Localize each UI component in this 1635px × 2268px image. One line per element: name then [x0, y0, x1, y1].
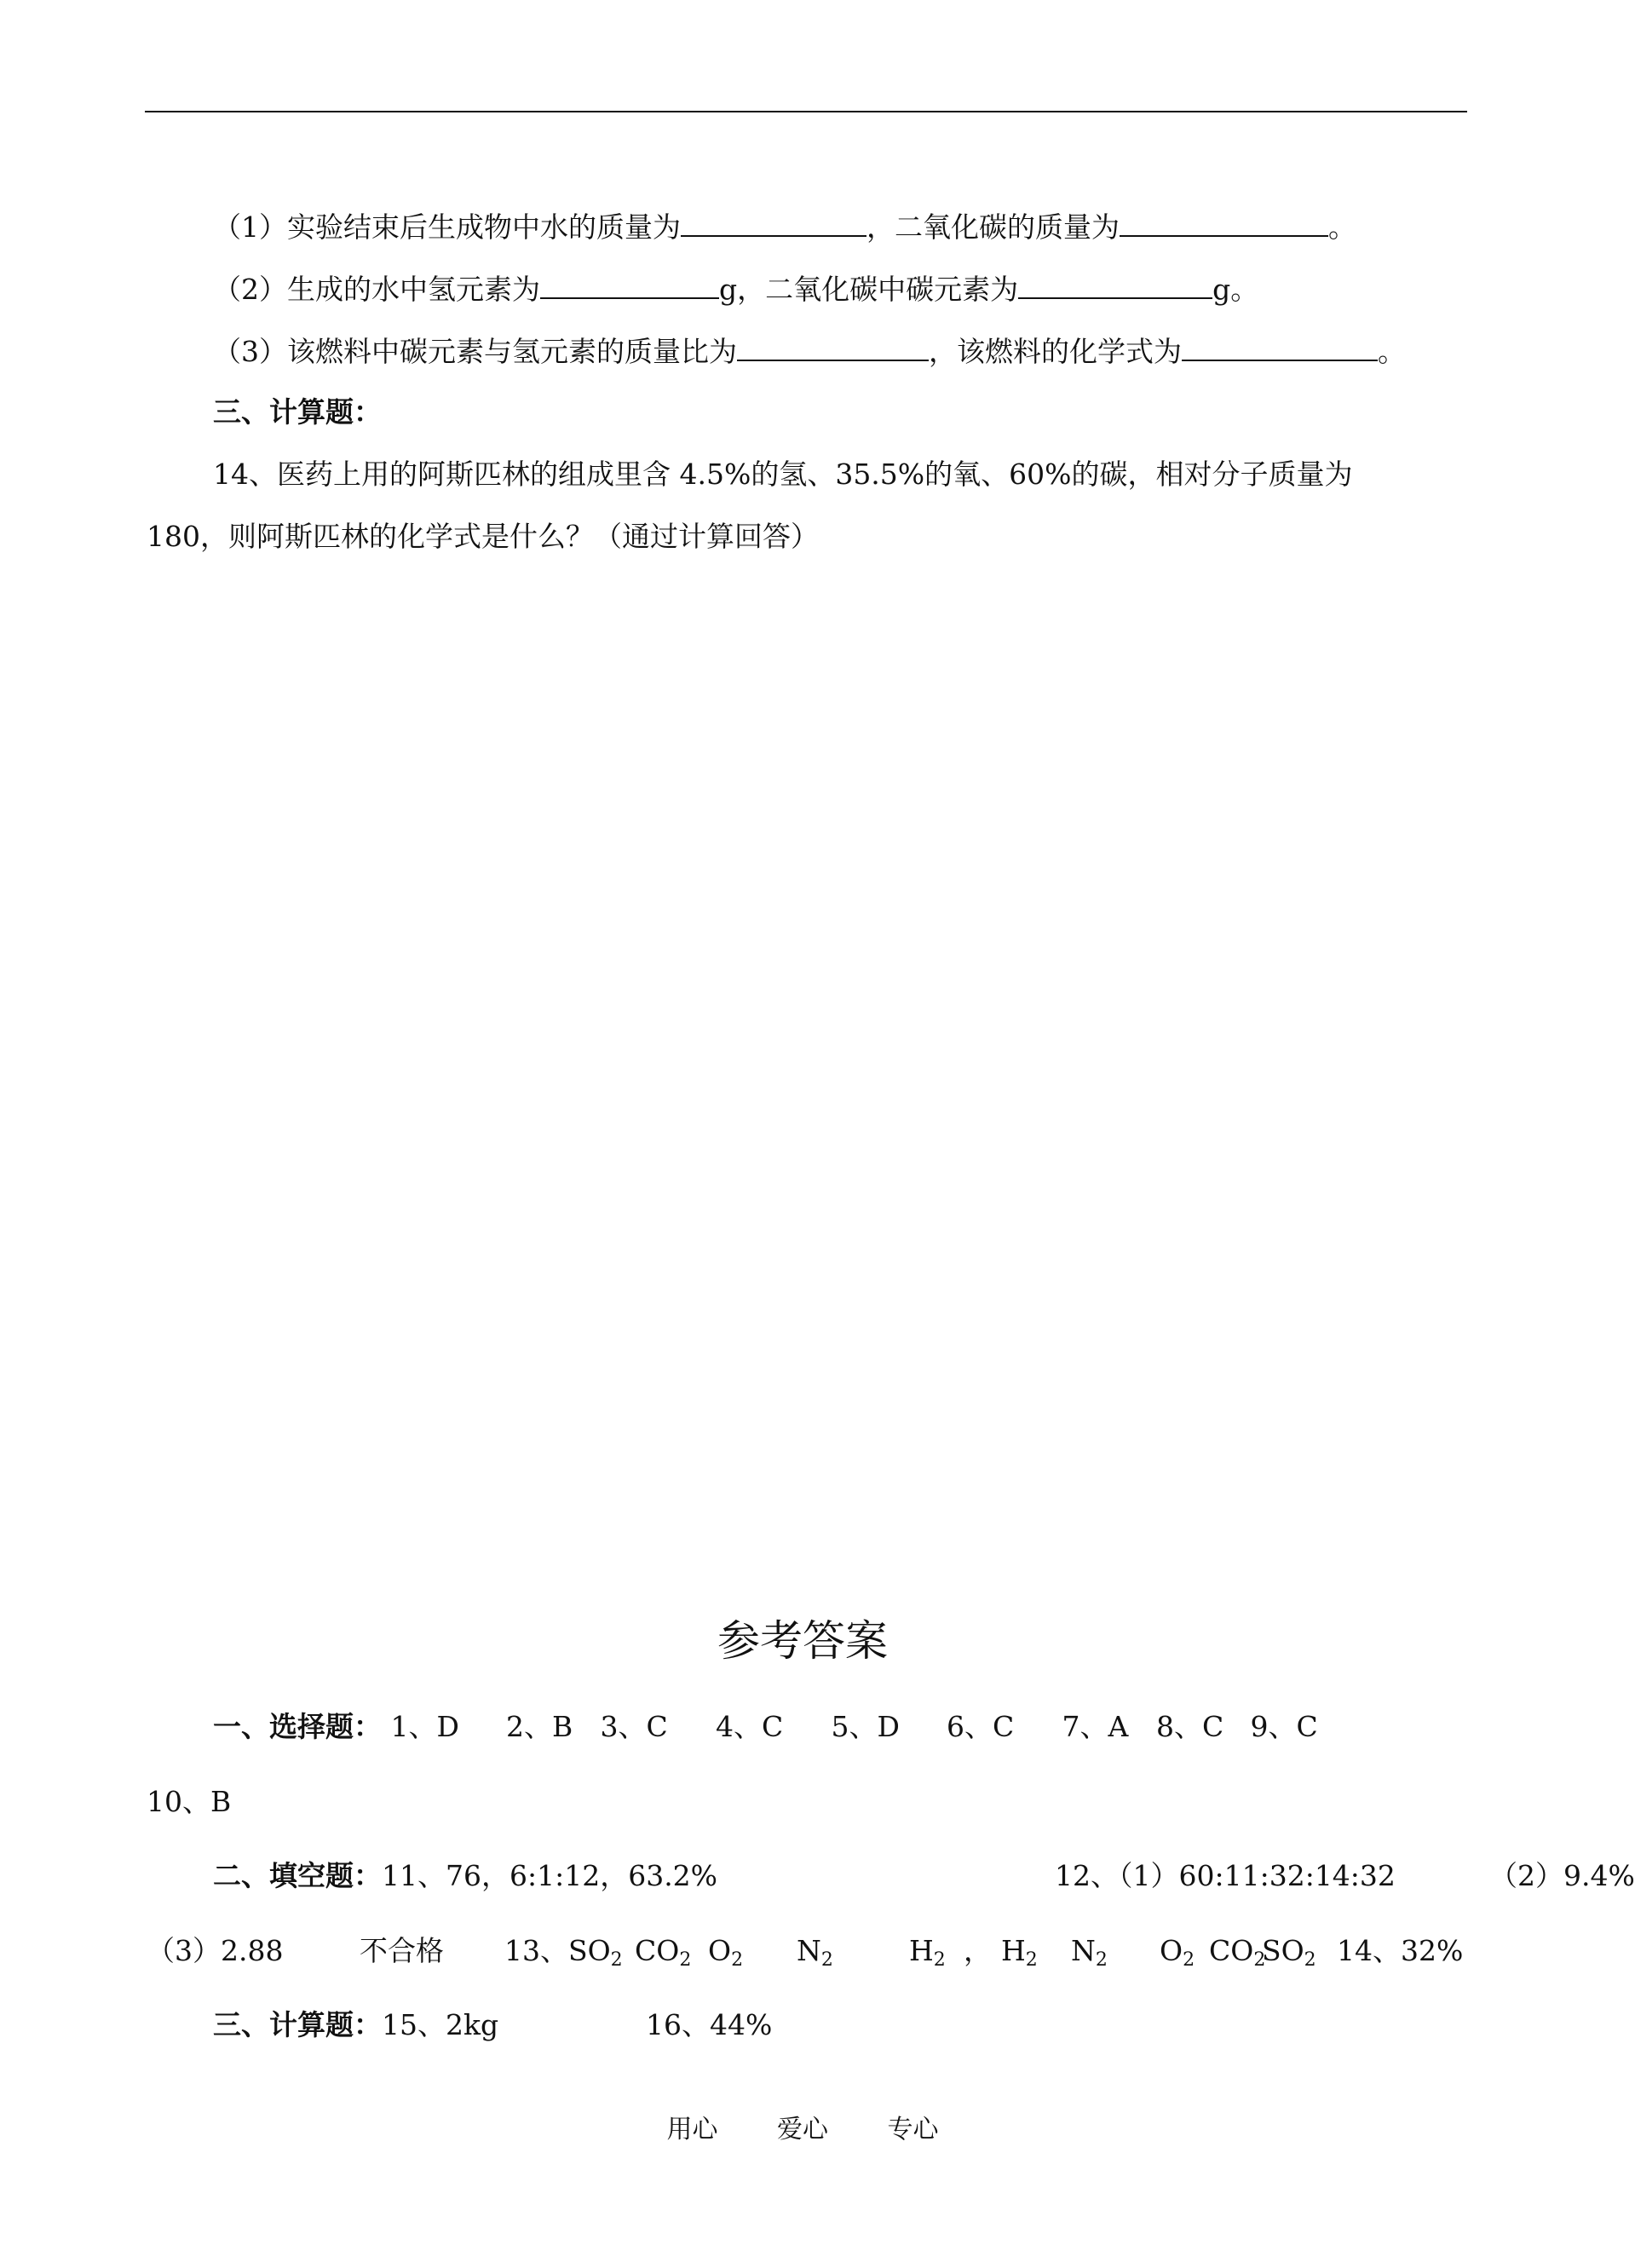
mc-answer: 4、C	[716, 1710, 784, 1743]
q13-2-prefix: （2）生成的水中氢元素为	[213, 273, 540, 306]
footer-motto: 专心	[887, 2115, 939, 2144]
footer-motto: 爱心	[777, 2115, 828, 2144]
fill-answer-13-formulas-b	[1001, 1934, 1337, 1971]
chemical-formula: $N_2$	[797, 1934, 833, 1971]
calc-answer-15: 15、2kg	[382, 2008, 499, 2041]
mc-answer: 6、C	[947, 1710, 1015, 1743]
q13-2-suffix: g。	[1212, 273, 1259, 306]
fill-answer-12-1: 12、（1）60:11:32:14:32	[1055, 1859, 1396, 1892]
fill-answer-13-separator: ，	[964, 1934, 992, 1967]
mc-answer: 1、D	[390, 1710, 459, 1743]
answers-multiple-choice	[213, 1708, 1318, 1746]
fill-answer-12-3: （3）2.88	[147, 1934, 284, 1967]
fill-answer-13-label: 13、	[504, 1934, 568, 1967]
mc-answer: 2、B	[506, 1710, 573, 1743]
calc-answer-16: 16、44%	[646, 2008, 773, 2041]
chemical-formula: $O_2$	[708, 1934, 744, 1971]
answer-blank[interactable]	[1120, 206, 1328, 237]
chemical-formula: $CO_2$	[1209, 1934, 1266, 1971]
q13-1-middle: ，二氧化碳的质量为	[866, 210, 1120, 244]
answer-blank[interactable]	[540, 268, 719, 299]
mc-answer: 9、C	[1250, 1710, 1318, 1743]
fill-label: 二、填空题：	[213, 1859, 382, 1892]
answer-blank[interactable]	[1182, 331, 1378, 361]
answer-key-title: 参考答案	[717, 1616, 888, 1666]
chemical-formula: $N_2$	[1071, 1934, 1108, 1971]
fill-answer-13-formulas-a	[568, 1934, 964, 1971]
chemical-formula: $SO_2$	[568, 1934, 623, 1971]
section-3-heading: 三、计算题：	[213, 395, 382, 429]
answer-blank[interactable]	[681, 206, 866, 237]
question-14-line-2: 180，则阿斯匹林的化学式是什么？（通过计算回答）	[147, 520, 819, 553]
q13-1-prefix: （1）实验结束后生成物中水的质量为	[213, 210, 681, 244]
calc-label: 三、计算题：	[213, 2008, 382, 2041]
q13-3-suffix: 。	[1378, 335, 1406, 368]
fill-answer-12-3-verdict: 不合格	[360, 1934, 444, 1967]
question-13-part-3	[213, 331, 1406, 371]
mc-answer: 8、C	[1156, 1710, 1224, 1743]
question-13-part-2	[213, 268, 1258, 308]
answers-fill-in-row-1	[213, 1857, 1635, 1895]
fill-answer-11: 11、76，6:1:12，63.2%	[382, 1859, 718, 1892]
q13-2-middle: g，二氧化碳中碳元素为	[719, 273, 1019, 306]
chemical-formula: $O_2$	[1160, 1934, 1195, 1971]
q13-1-suffix: 。	[1328, 210, 1356, 244]
question-14-line-1: 14、医药上用的阿斯匹林的组成里含 4.5%的氢、35.5%的氧、60%的碳，相对分子质量为	[213, 458, 1353, 491]
chemical-formula: $CO_2$	[635, 1934, 692, 1971]
fill-answer-14: 14、32%	[1337, 1934, 1464, 1967]
mc-answer: 5、D	[831, 1710, 900, 1743]
q13-3-middle: ，该燃料的化学式为	[929, 335, 1182, 368]
footer-motto: 用心	[666, 2115, 718, 2144]
mc-label: 一、选择题：	[213, 1710, 382, 1743]
chemical-formula: $H_2$	[1001, 1934, 1038, 1971]
question-13-part-1	[213, 206, 1356, 246]
mc-answer: 7、A	[1062, 1710, 1129, 1743]
header-rule	[145, 111, 1467, 112]
q13-3-prefix: （3）该燃料中碳元素与氢元素的质量比为	[213, 335, 737, 368]
answers-calculation	[213, 2006, 772, 2044]
answers-fill-in-row-2	[147, 1932, 1463, 1979]
page-footer	[0, 2113, 1605, 2147]
mc-answer-10: 10、B	[147, 1785, 232, 1818]
answer-blank[interactable]	[737, 331, 929, 361]
chemical-formula: $SO_2$	[1262, 1934, 1316, 1971]
fill-answer-12-2: （2）9.4%	[1489, 1859, 1635, 1892]
chemical-formula: $H_2$	[909, 1934, 946, 1971]
mc-answer: 3、C	[600, 1710, 668, 1743]
answer-blank[interactable]	[1018, 268, 1212, 299]
